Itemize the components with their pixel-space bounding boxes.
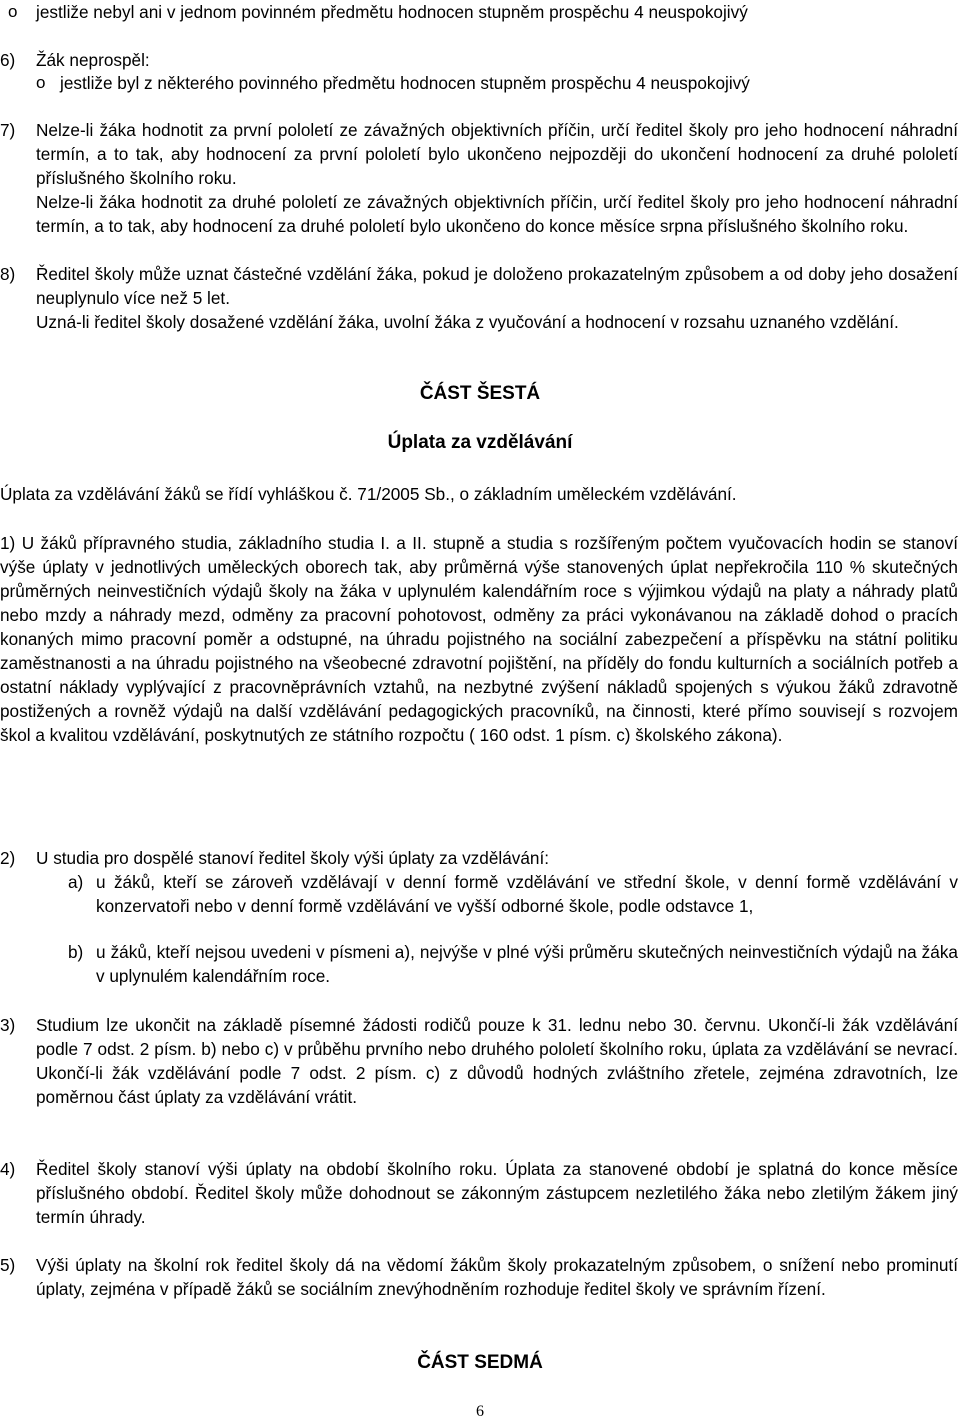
numbered-paragraph-4 xyxy=(0,1157,958,1229)
item-text: Nelze-li žáka hodnotit za druhé pololetí ze závažných objektivních příčin, určí ředitel školy pro jeho hodnocení náhradní termín, a to tak, aby hodnocení za druhé pololetí bylo ukončeno do konce měsíce srpna příslušného školního roku. xyxy=(36,192,958,236)
list-item-7 xyxy=(0,118,958,190)
item-number: 7) xyxy=(0,120,16,140)
item-text: Výši úplaty na školní rok ředitel školy dá na vědomí žákům školy prokazatelným způsobem, o snížení nebo prominutí úplaty, zejména v případě žáků se sociálním znevýhodněním rozhoduje ředitel školy ve správním řízení. xyxy=(36,1255,958,1299)
list-item-6 xyxy=(0,48,958,72)
bullet-text: jestliže nebyl ani v jednom povinném předmětu hodnocen stupněm prospěchu 4 neuspokojivý xyxy=(36,2,748,22)
list-item-8 xyxy=(0,262,958,310)
item-number: 2) xyxy=(0,848,16,868)
item-text: Uzná-li ředitel školy dosažené vzdělání žáka, uvolní žáka z vyučování a hodnocení v rozsahu uznaného vzdělání. xyxy=(36,312,899,332)
item-number: 5) xyxy=(0,1255,16,1275)
item-text: Ředitel školy může uznat částečné vzdělání žáka, pokud je doloženo prokazatelným způsobem a od doby jeho dosažení neuplynulo více než 5 let. xyxy=(36,264,958,308)
item-number: 4) xyxy=(0,1159,16,1179)
item-number: 8) xyxy=(0,264,16,284)
item-number: 3) xyxy=(0,1015,16,1035)
paragraph xyxy=(36,190,958,238)
item-text: U studia pro dospělé stanoví ředitel školy výši úplaty za vzdělávání: xyxy=(36,848,550,868)
item-number: 1) xyxy=(0,533,16,553)
item-text: Žák neprospěl: xyxy=(36,50,150,70)
intro-text: Úplata za vzdělávání žáků se řídí vyhláškou č. 71/2005 Sb., o základním uměleckém vzdělávání. xyxy=(0,484,737,504)
section-heading: ČÁST ŠESTÁ xyxy=(419,383,541,404)
item-text: Ředitel školy stanoví výši úplaty na období školního roku. Úplata za stanovené období je splatná do konce měsíce příslušného období. Ředitel školy může dohodnout se zákonným zástupcem nezletilého žáka nebo zletilým žákem jiný termín úhrady. xyxy=(36,1159,958,1227)
item-number: 6) xyxy=(0,50,16,70)
sub-item-text: u žáků, kteří nejsou uvedeni v písmeni a), nejvýše v plné výši průměru skutečných neinvestičních výdajů na žáka v uplynulém kalendářním roce. xyxy=(96,942,958,986)
numbered-paragraph-3 xyxy=(0,1013,958,1109)
numbered-paragraph-1 xyxy=(0,531,958,747)
section-heading: ČÁST SEDMÁ xyxy=(417,1352,543,1373)
sub-item-b xyxy=(68,940,958,988)
numbered-paragraph-2 xyxy=(0,846,958,870)
section-subheading: Úplata za vzdělávání xyxy=(387,432,573,453)
item-text: Studium lze ukončit na základě písemné žádosti rodičů pouze k 31. lednu nebo 30. červnu. Ukončí-li žák vzdělávání podle 7 odst. 2 písm. b) nebo c) v průběhu prvního nebo druhého pololetí školního roku, úplata za vzdělávání se nevrací. Ukončí-li žák vzdělávání podle 7 odst. 2 písm. c) z důvodů hodných zvláštního zřetele, zejména zdravotních, lze poměrnou část úplaty za vzdělávání vrátit. xyxy=(36,1015,958,1107)
page-number: 6 xyxy=(476,1403,484,1420)
paragraph xyxy=(0,482,958,506)
list-item xyxy=(8,0,958,24)
sub-item-a xyxy=(68,870,958,918)
list-item xyxy=(36,71,958,95)
sub-item-text: u žáků, kteří se zároveň vzdělávají v denní formě vzdělávání ve střední škole, v denní formě vzdělávání v konzervatoři nebo v denní formě vzdělávání ve vyšší odborné škole, podle odstavce 1, xyxy=(96,872,958,916)
paragraph xyxy=(36,310,958,334)
sub-item-letter: a) xyxy=(68,872,84,892)
bullet-text: jestliže byl z některého povinného předmětu hodnocen stupněm prospěchu 4 neuspokojivý xyxy=(60,73,750,93)
circle-bullet-icon: o xyxy=(36,73,46,92)
sub-item-letter: b) xyxy=(68,942,84,962)
item-text: Nelze-li žáka hodnotit za první pololetí ze závažných objektivních příčin, určí ředitel školy pro jeho hodnocení náhradní termín, a to tak, aby hodnocení za první pololetí bylo ukončeno nejpozději do ukončení hodnocení za druhé pololetí příslušného školního roku. xyxy=(36,120,958,188)
numbered-paragraph-5 xyxy=(0,1253,958,1301)
item-text: U žáků přípravného studia, základního studia I. a II. stupně a studia s rozšířeným počtem vyučovacích hodin se stanoví výše úplaty v jednotlivých uměleckých oborech tak, aby průměrná výše stanovených úplat nepřekročila 110 % skutečných průměrných neinvestičních výdajů školy na žáka v uplynulém kalendářním roce s výjimkou výdajů na platy a náhrady platů nebo mzdy a náhrady mezd, odměny za pracovní pohotovost, odměny za práci vykonávanou na základě dohod o pracích konaných mimo pracovní poměr a odstupné, na úhradu pojistného na sociální zabezpečení a příspěvku na státní politiku zaměstnanosti a na úhradu pojistného na všeobecné zdravotní pojištění, na příděly do fondu kulturních a sociálních potřeb a ostatní náklady vyplývající z pracovněprávních vztahů, na nezbytné zvýšení nákladů spojených s výukou žáků zdravotně postižených a rovněž výdajů na další vzdělávání pedagogických pracovníků, na činnosti, které přímo souvisejí s rozvojem škol a kvalitou vzdělávání, poskytnutých ze státního rozpočtu ( 160 odst. 1 písm. c) školského zákona). xyxy=(0,533,958,745)
circle-bullet-icon: o xyxy=(8,2,18,21)
